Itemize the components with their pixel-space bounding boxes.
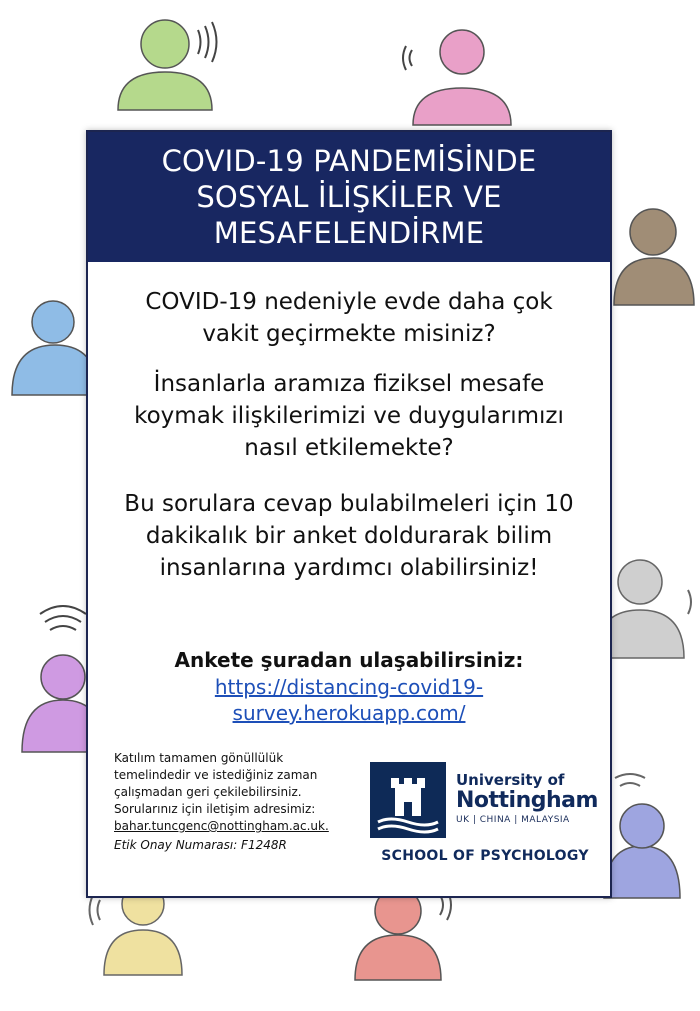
footer-line: Sorularınız için iletişim adresimiz: [114, 802, 316, 816]
question-line: nasıl etkilemekte? [244, 435, 454, 461]
question-line: koymak ilişkilerimizi ve duygularımızı [134, 403, 564, 429]
question-line: dakikalık bir anket doldurarak bilim [145, 523, 553, 549]
sound-waves-icon [198, 22, 217, 62]
footer-info [114, 750, 354, 854]
question-line: Bu sorulara cevap bulabilmeleri için 10 [124, 491, 574, 517]
school-name: SCHOOL OF PSYCHOLOGY [381, 848, 589, 864]
sound-waves-icon [403, 46, 412, 70]
ethics-number: Etik Onay Numarası: F1248R [114, 838, 287, 852]
contact-email[interactable]: bahar.tuncgenc@nottingham.ac.uk. [114, 819, 329, 833]
person-brown-icon [614, 209, 694, 305]
university-campuses: UK | CHINA | MALAYSIA [456, 815, 570, 825]
footer-line: Katılım tamamen gönüllülük [114, 751, 284, 765]
survey-link-line[interactable]: https://distancing-covid19- [214, 675, 484, 699]
person-pink-icon [413, 30, 511, 125]
person-green-icon [118, 20, 212, 110]
title-line: COVID-19 PANDEMİSİNDE [161, 144, 537, 178]
university-logo [370, 762, 600, 882]
poster-header [88, 132, 610, 262]
university-crest-icon [370, 762, 446, 838]
survey-access [88, 646, 610, 726]
question-line: vakit geçirmekte misiniz? [202, 321, 496, 347]
sound-waves-icon [615, 774, 645, 786]
person-red-icon [355, 888, 441, 980]
university-name: Nottingham [456, 788, 598, 813]
question-line: insanlarına yardımcı olabilirsiniz! [159, 555, 539, 581]
poster-title [114, 143, 584, 251]
survey-link-line[interactable]: survey.herokuapp.com/ [232, 701, 466, 725]
question-line: İnsanlarla aramıza fiziksel mesafe [153, 371, 545, 397]
sound-waves-icon [40, 606, 86, 630]
question-2 [98, 368, 600, 464]
university-of: University of [456, 771, 565, 789]
poster-panel [86, 130, 612, 898]
university-wordmark [456, 772, 598, 827]
survey-access-label: Ankete şuradan ulaşabilirsiniz: [174, 648, 524, 672]
question-1 [98, 286, 600, 350]
footer-line: temelindedir ve istediğiniz zaman [114, 768, 318, 782]
question-3 [98, 488, 600, 584]
sound-waves-icon [90, 895, 101, 925]
title-line: SOSYAL İLİŞKİLER VE [196, 180, 502, 214]
question-line: COVID-19 nedeniyle evde daha çok [145, 289, 553, 315]
footer-line: çalışmadan geri çekilebilirsiniz. [114, 785, 302, 799]
person-lavender-icon [604, 804, 680, 898]
survey-link[interactable] [88, 674, 610, 726]
title-line: MESAFELENDİRME [213, 216, 485, 250]
